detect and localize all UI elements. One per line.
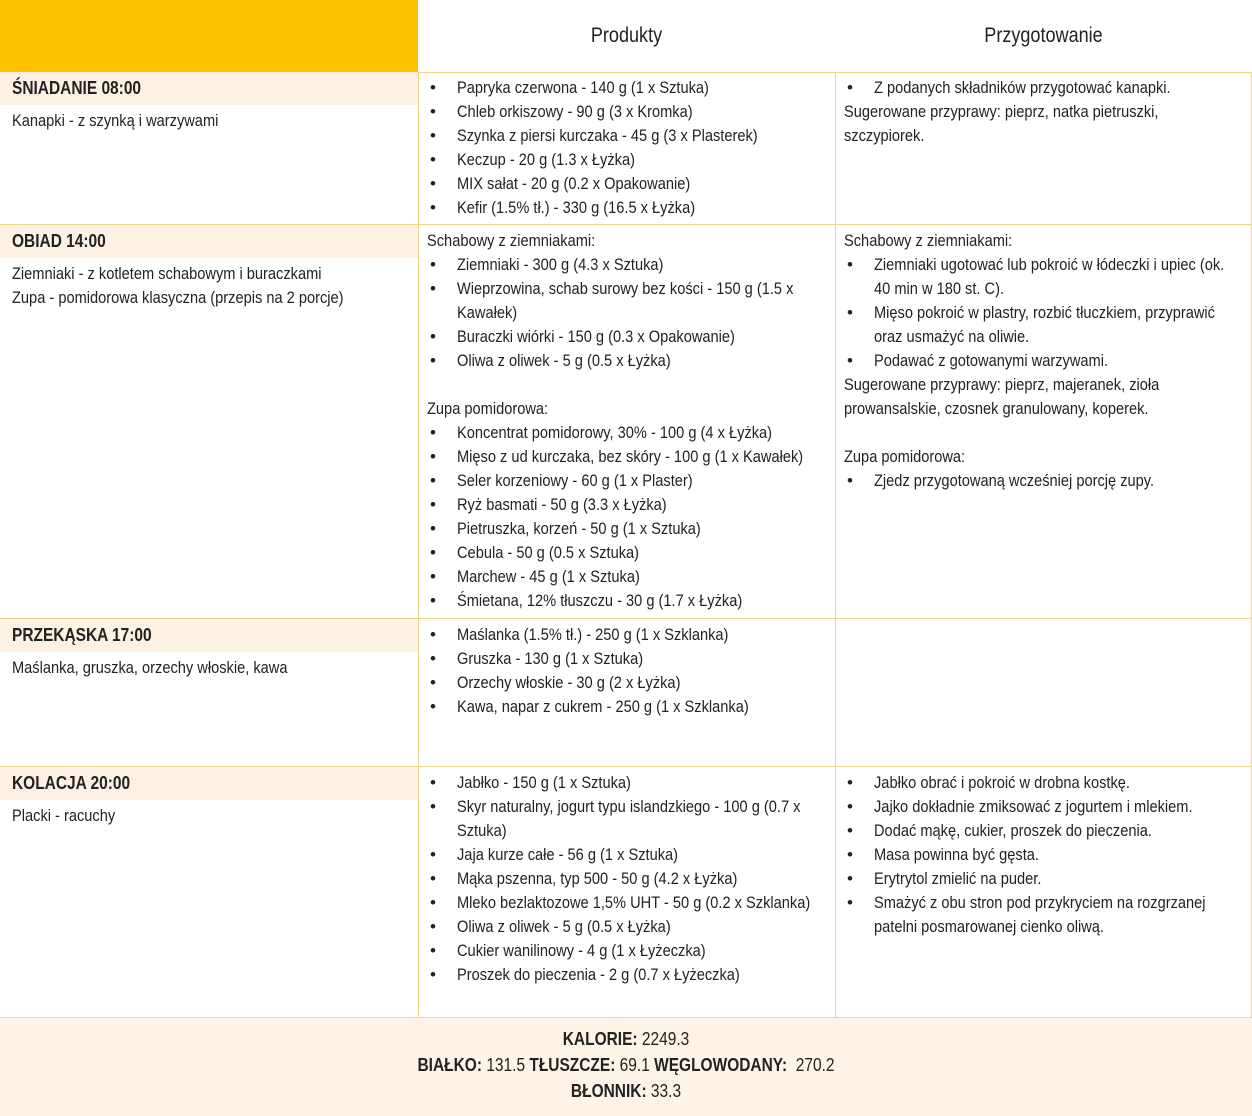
list-item (427, 469, 827, 493)
list-item-text (874, 771, 1243, 795)
list-item (427, 695, 827, 719)
list-item (427, 623, 827, 647)
list-item-text (457, 517, 827, 541)
meal-title: PRZEKĄSKA 17:00 (0, 619, 418, 652)
products-cell (418, 72, 835, 224)
list-item-label: Seler korzeniowy - 60 g (1 x Plaster) (457, 471, 693, 490)
list-item-label: Jajko dokładnie zmiksować z jogurtem i mlekiem. (874, 797, 1193, 816)
list-item-label: Pietruszka, korzeń - 50 g (1 x Sztuka) (457, 519, 701, 538)
bullet-icon: • (430, 447, 436, 466)
list-item-text (457, 671, 827, 695)
list-item-text (457, 148, 827, 172)
list-item-text (457, 124, 827, 148)
paragraph-text: Sugerowane przyprawy: pieprz, natka pietruszki, szczypiorek. (844, 102, 1159, 145)
list-item (427, 196, 827, 220)
bullet-icon: • (430, 917, 436, 936)
list-item (844, 253, 1243, 301)
bullet-icon: • (430, 845, 436, 864)
list-item (427, 76, 827, 100)
list-item-text (457, 843, 827, 867)
list-item (427, 589, 827, 613)
list-item-text (457, 695, 827, 719)
paragraph-text: Zupa pomidorowa: (844, 447, 966, 466)
list-item-label: Orzechy włoskie - 30 g (2 x Łyżka) (457, 673, 681, 692)
list-item-label: Proszek do pieczenia - 2 g (0.7 x Łyżeczka) (457, 965, 740, 984)
preparation-cell (835, 72, 1252, 224)
paragraph-text: Zupa pomidorowa: (427, 399, 549, 418)
list-item-label: Gruszka - 130 g (1 x Sztuka) (457, 649, 644, 668)
bullet-icon: • (430, 102, 436, 121)
bullet-icon: • (847, 303, 853, 322)
bullet-icon: • (847, 351, 853, 370)
meal-row-lunch (0, 225, 1252, 619)
list-item-text (457, 349, 827, 373)
list-item-label: Papryka czerwona - 140 g (1 x Sztuka) (457, 78, 709, 97)
list-item-label: Szynka z piersi kurczaka - 45 g (3 x Plasterek) (457, 126, 758, 145)
list-item-label: Zjedz przygotowaną wcześniej porcję zupy. (874, 471, 1155, 490)
bullet-icon: • (847, 78, 853, 97)
list-item-label: Maślanka (1.5% tł.) - 250 g (1 x Szklanka) (457, 625, 729, 644)
list-item (427, 843, 827, 867)
list-item-label: Ziemniaki - 300 g (4.3 x Sztuka) (457, 255, 664, 274)
list-item-label: Keczup - 20 g (1.3 x Łyżka) (457, 150, 635, 169)
paragraph (427, 397, 827, 421)
list-item-text (457, 565, 827, 589)
list-item-label: Cukier wanilinowy - 4 g (1 x Łyżeczka) (457, 941, 706, 960)
list-item-text (457, 445, 827, 469)
list-item (844, 819, 1243, 843)
list-item-label: MIX sałat - 20 g (0.2 x Opakowanie) (457, 174, 691, 193)
list-item-label: Mąka pszenna, typ 500 - 50 g (4.2 x Łyżka) (457, 869, 738, 888)
summary-line-fiber: BŁONNIK: 33.3 (570, 1081, 682, 1101)
list-item-text (874, 349, 1243, 373)
bullet-icon: • (430, 351, 436, 370)
list-item-text (457, 963, 827, 987)
paragraph (844, 229, 1243, 253)
list-item-label: Ziemniaki ugotować lub pokroić w łódeczki i upiec (ok. 40 min w 180 st. C). (874, 255, 1225, 298)
bullet-icon: • (430, 941, 436, 960)
list-item-label: Jabłko obrać i pokroić w drobna kostkę. (874, 773, 1130, 792)
list-item-text (874, 795, 1243, 819)
spacer (427, 373, 827, 397)
meal-description: Kanapki - z szynką i warzywami (12, 111, 219, 130)
bullet-icon: • (430, 869, 436, 888)
list-item-text (457, 939, 827, 963)
list-item-text (457, 771, 827, 795)
meal-row-breakfast (0, 72, 1252, 225)
list-item-label: Skyr naturalny, jogurt typu islandzkiego - 100 g (0.7 x Sztuka) (457, 797, 801, 840)
list-item-label: Kawa, napar z cukrem - 250 g (1 x Szklanka) (457, 697, 749, 716)
preparation-cell (835, 767, 1252, 1017)
list-item (844, 795, 1243, 819)
list-item-text (457, 172, 827, 196)
summary-line-calories: KALORIE: 2249.3 (562, 1029, 690, 1049)
list-item-label: Ryż basmati - 50 g (3.3 x Łyżka) (457, 495, 667, 514)
meal-description: Placki - racuchy (12, 806, 116, 825)
list-item-text (874, 253, 1243, 301)
bullet-icon: • (430, 150, 436, 169)
paragraph-text: Sugerowane przyprawy: pieprz, majeranek, zioła prowansalskie, czosnek granulowany, koperek. (844, 375, 1160, 418)
list-item (427, 541, 827, 565)
list-item-label: Koncentrat pomidorowy, 30% - 100 g (4 x Łyżka) (457, 423, 773, 442)
bullet-icon: • (430, 965, 436, 984)
list-item (844, 771, 1243, 795)
list-item (427, 445, 827, 469)
meal-info (0, 72, 418, 224)
paragraph (844, 445, 1243, 469)
list-item-text (457, 867, 827, 891)
bullet-icon: • (430, 327, 436, 346)
bullet-icon: • (430, 697, 436, 716)
list-item (427, 963, 827, 987)
list-item-label: Dodać mąkę, cukier, proszek do pieczenia. (874, 821, 1152, 840)
list-item-label: Z podanych składników przygotować kanapki. (874, 78, 1171, 97)
bullet-icon: • (847, 773, 853, 792)
list-item-text (874, 469, 1243, 493)
list-item-text (874, 867, 1243, 891)
meal-title: ŚNIADANIE 08:00 (0, 72, 418, 105)
bullet-icon: • (430, 255, 436, 274)
meal-row-snack (0, 619, 1252, 767)
products-cell (418, 619, 835, 766)
list-item-label: Oliwa z oliwek - 5 g (0.5 x Łyżka) (457, 917, 671, 936)
list-item (844, 867, 1243, 891)
list-item (427, 891, 827, 915)
list-item-label: Masa powinna być gęsta. (874, 845, 1039, 864)
list-item-label: Jabłko - 150 g (1 x Sztuka) (457, 773, 631, 792)
list-item-label: Buraczki wiórki - 150 g (0.3 x Opakowanie) (457, 327, 735, 346)
bullet-icon: • (430, 567, 436, 586)
bullet-icon: • (430, 773, 436, 792)
list-item-text (457, 196, 827, 220)
list-item-text (457, 795, 827, 843)
list-item-label: Cebula - 50 g (0.5 x Sztuka) (457, 543, 640, 562)
preparation-cell (835, 225, 1252, 618)
products-cell (418, 225, 835, 618)
list-item (427, 939, 827, 963)
meal-description: Maślanka, gruszka, orzechy włoskie, kawa (12, 658, 288, 677)
bullet-icon: • (430, 279, 436, 298)
list-item (844, 301, 1243, 349)
bullet-icon: • (430, 519, 436, 538)
bullet-icon: • (430, 471, 436, 490)
paragraph-text: Schabowy z ziemniakami: (427, 231, 596, 250)
paragraph (427, 229, 827, 253)
list-item (844, 843, 1243, 867)
list-item (427, 771, 827, 795)
list-item-text (457, 915, 827, 939)
list-item (844, 349, 1243, 373)
list-item (427, 671, 827, 695)
bullet-icon: • (430, 174, 436, 193)
list-item (427, 253, 827, 277)
list-item (427, 493, 827, 517)
bullet-icon: • (847, 821, 853, 840)
list-item-text (457, 647, 827, 671)
list-item-label: Oliwa z oliwek - 5 g (0.5 x Łyżka) (457, 351, 671, 370)
bullet-icon: • (430, 78, 436, 97)
list-item-text (457, 493, 827, 517)
list-item-label: Smażyć z obu stron pod przykryciem na rozgrzanej patelni posmarowanej cienko oliwą. (874, 893, 1206, 936)
list-item-text (874, 301, 1243, 349)
paragraph-text: Schabowy z ziemniakami: (844, 231, 1013, 250)
list-item-text (457, 469, 827, 493)
list-item (427, 647, 827, 671)
list-item-label: Chleb orkiszowy - 90 g (3 x Kromka) (457, 102, 693, 121)
spacer (844, 421, 1243, 445)
bullet-icon: • (430, 797, 436, 816)
meal-row-dinner (0, 767, 1252, 1017)
summary-line-macros: BIAŁKO: 131.5 TŁUSZCZE: 69.1 WĘGLOWODANY: 270.2 (417, 1055, 835, 1075)
list-item-text (457, 253, 827, 277)
list-item (844, 891, 1243, 939)
header-preparation: Przygotowanie (984, 24, 1103, 47)
bullet-icon: • (430, 198, 436, 217)
list-item (427, 795, 827, 843)
list-item (427, 172, 827, 196)
list-item-label: Mięso pokroić w plastry, rozbić tłuczkiem, przyprawić oraz usmażyć na oliwie. (874, 303, 1215, 346)
list-item (427, 349, 827, 373)
list-item-text (874, 819, 1243, 843)
meal-title: OBIAD 14:00 (0, 225, 418, 258)
list-item-text (457, 325, 827, 349)
bullet-icon: • (847, 255, 853, 274)
bullet-icon: • (430, 673, 436, 692)
header-products: Produkty (590, 24, 663, 47)
list-item-text (874, 843, 1243, 867)
list-item-label: Mleko bezlaktozowe 1,5% UHT - 50 g (0.2 x Szklanka) (457, 893, 811, 912)
list-item-label: Podawać z gotowanymi warzywami. (874, 351, 1109, 370)
list-item (427, 124, 827, 148)
bullet-icon: • (430, 625, 436, 644)
list-item (427, 100, 827, 124)
list-item-label: Wieprzowina, schab surowy bez kości - 150 g (1.5 x Kawałek) (457, 279, 794, 322)
list-item (844, 469, 1243, 493)
list-item-label: Kefir (1.5% tł.) - 330 g (16.5 x Łyżka) (457, 198, 696, 217)
list-item (427, 915, 827, 939)
list-item-text (874, 76, 1243, 100)
preparation-cell (835, 619, 1252, 766)
list-item-text (457, 277, 827, 325)
meal-description: Ziemniaki - z kotletem schabowym i buraczkami Zupa - pomidorowa klasyczna (przepis na 2 porcje) (12, 264, 344, 307)
bullet-icon: • (847, 797, 853, 816)
list-item (427, 421, 827, 445)
list-item-text (874, 891, 1243, 939)
bullet-icon: • (847, 893, 853, 912)
list-item-label: Marchew - 45 g (1 x Sztuka) (457, 567, 640, 586)
header-corner (0, 0, 418, 72)
meal-info (0, 225, 418, 618)
bullet-icon: • (430, 893, 436, 912)
list-item (844, 76, 1243, 100)
meal-info (0, 619, 418, 766)
list-item-text (457, 891, 827, 915)
list-item (427, 517, 827, 541)
list-item-text (457, 421, 827, 445)
list-item (427, 277, 827, 325)
meal-title: KOLACJA 20:00 (0, 767, 418, 800)
list-item (427, 565, 827, 589)
bullet-icon: • (847, 845, 853, 864)
list-item (427, 325, 827, 349)
bullet-icon: • (430, 649, 436, 668)
bullet-icon: • (847, 869, 853, 888)
bullet-icon: • (430, 591, 436, 610)
meal-info (0, 767, 418, 1017)
bullet-icon: • (430, 495, 436, 514)
list-item-text (457, 589, 827, 613)
bullet-icon: • (430, 423, 436, 442)
list-item-label: Erytrytol zmielić na puder. (874, 869, 1042, 888)
paragraph (844, 100, 1243, 148)
paragraph (844, 373, 1243, 421)
list-item-text (457, 623, 827, 647)
list-item-text (457, 76, 827, 100)
list-item-text (457, 541, 827, 565)
list-item (427, 148, 827, 172)
list-item-label: Śmietana, 12% tłuszczu - 30 g (1.7 x Łyżka) (457, 591, 743, 610)
bullet-icon: • (430, 543, 436, 562)
bullet-icon: • (430, 126, 436, 145)
list-item-label: Jaja kurze całe - 56 g (1 x Sztuka) (457, 845, 679, 864)
list-item (427, 867, 827, 891)
list-item-text (457, 100, 827, 124)
products-cell (418, 767, 835, 1017)
list-item-label: Mięso z ud kurczaka, bez skóry - 100 g (1 x Kawałek) (457, 447, 804, 466)
nutrition-summary (0, 1017, 1252, 1116)
bullet-icon: • (847, 471, 853, 490)
